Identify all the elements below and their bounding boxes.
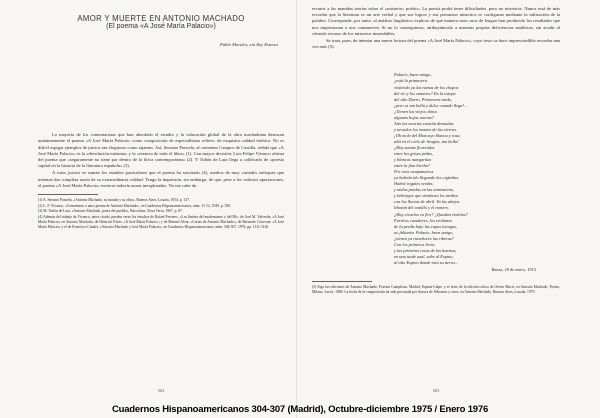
left-footnotes bbox=[38, 198, 284, 230]
poem-line: en una tarde azul, sube al Espino, bbox=[394, 253, 454, 259]
article-author: Pablo Morales, sin Iley Estevez bbox=[219, 42, 278, 47]
poem-line: entre las grises peñas, bbox=[394, 151, 434, 157]
right-paragraph: Se trata, pues, de intentar una nueva lectura del poema «A José María Palacio», cuyo texto se hace imprescindible recordar una vez más (5): bbox=[312, 38, 560, 50]
poem-line: Habrá trigales verdes, bbox=[394, 181, 434, 187]
poem-line: Aún las acacias estarán desnudas bbox=[394, 120, 454, 126]
poem-line: no faltarán. Palacio, buen amigo, bbox=[394, 229, 454, 235]
footnote: (1) A. Serrano Poncela, «Antonio Machado, su mundo y su obra», Buenos Aires, Losada, 1954, p. 137. bbox=[38, 198, 190, 203]
footnote: (4) Además del trabajo de Vivanco, antes citado, pueden verse los estudios de Rafael Ferreres, «Los límites del modernismo y del 98»; de José M. Valverde, «A José María Palacio» en Antonio Machado; de Heinrich Kloes, «A José María Palacio»; y de Manuel Alvar, «Cartas de Antonio Machado»; de Bernardo Gicovate, «A José María Palacio» y el de Francisco Caudet, «Antonio Machado y José María Palacio», en Cuadernos Hispanoamericanos, núm. 304-307, 1976, pp. 1111-1120. bbox=[38, 214, 284, 229]
right-body-text bbox=[312, 6, 560, 50]
poem-block bbox=[394, 72, 560, 266]
poem-line: ¿está la primavera bbox=[394, 78, 428, 84]
poem-line: ¿tienen ya ruiseñores las riberas? bbox=[394, 235, 454, 241]
poem-line: allá en el cielo de Aragón, tan bella! bbox=[394, 138, 459, 144]
left-paragraph: A estos juicios se suman los estudios particulares que el poema ha suscitado (4), asedios de muy variados enfoques que intentan dar completa razón de su extraordinaria calidad. Tengo la impresión, sin embargo, de que, pese a los valiosos aportaciones, el poema «A José María Palacio» encierra todavía zonas inexploradas. No me cabe du bbox=[38, 170, 284, 188]
book-gutter bbox=[296, 0, 298, 418]
left-page-number: 562 bbox=[157, 387, 165, 393]
right-page-number: 563 bbox=[432, 387, 440, 393]
footnote-rule bbox=[312, 281, 372, 282]
poem-line: y mulas pardas en las sementeras, bbox=[394, 187, 455, 193]
poem-line: Palacio, buen amigo, bbox=[394, 72, 432, 78]
right-paragraph: recurrir a las manidas teorías sobre el «misterio» poético. La poesía podrá tener dificultades, pero no misterios. Nunca está de más recordar que la literatura es un arte verbal y que sus logros y sus presuntos misterios se configuran mediante la utilización de la palabra. Corresponde, por tanto, al análisis lingüístico explicar de qué manera unos usos de lengua han producido los resultados que nos impresionan o nos conmueven. Si no lo conseguimos, atribuyámoslo a nuestras propias deficiencias analíticas, sin acudir al cómodo recurso de los misterios insondables. bbox=[312, 6, 560, 36]
footnote: (2) L. F. Vivanco, «Comentario a unos poema de Antonio Machado», en Cuadernos Hispanoamericanos, núm. 11-12, 1949, p. 550. bbox=[38, 203, 232, 208]
poem-dateline: Baeza, 29 de enero, 1913 bbox=[491, 266, 536, 272]
citation-footer: Cuadernos Hispanoamericanos 304-307 (Madrid), Octubre-diciembre 1975 / Enero 1976 bbox=[111, 404, 489, 415]
footnote-rule bbox=[38, 194, 98, 195]
poem-line: Con los primeros lirios bbox=[394, 241, 435, 247]
poem-line: algunas hojas nuevas? bbox=[394, 114, 435, 120]
poem-line: ¿Tienen los viejos olmos bbox=[394, 108, 438, 114]
poem-line: vistiendo ya las ramas de los chopos bbox=[394, 84, 459, 90]
poem-line: y labriegos que siembran los tardíos bbox=[394, 193, 459, 199]
poem-line: y nevados los montes de las sierras. bbox=[394, 126, 458, 132]
poem-line: ¿Hay ciruelos en flor? ¿Quedan violetas? bbox=[394, 211, 468, 217]
poem-line: al alto Espino donde está su tierra... bbox=[394, 259, 459, 265]
poem-line: libarán del tomillo y el romero. bbox=[394, 205, 450, 211]
poem-line: ya habrán ido llegando las cigüeñas. bbox=[394, 175, 460, 181]
poem-line: de la perdiz bajo las capas luengas, bbox=[394, 223, 457, 229]
left-paragraph: La mayoría de los comentaristas que han abordado el estudio y la valoración global de la obra machadiana destacan unánimemente el poema «A José María Palacio» como composición de especialísimo relieve, de exquisita calidad estética. No es difícil espigar ejemplos de juicios tan elogiosos como tajantes. Así, Serrano Poncela, al comentar Campos de Castilla, señala que «A José María Palacio» es la «devolución máxima» y la «esencia de todo el libro» (1). Con mayor decisión, Luis Felipe Vivanco afirma del poema que «seguramente no tiene par dentro de la lírica contemporánea» (2). Y Tuñón de Lara llega a calificarlo de «poesía capital en la historia de la literatura española» (3). bbox=[38, 132, 284, 169]
footnote: (3) M. Tuñón de Lara, «Antonio Machado, poeta del pueblo», Barcelona, Nova Terra, 1967, p. 87. bbox=[38, 209, 183, 214]
poem-line: del río y los caminos? En la estepa bbox=[394, 90, 456, 96]
right-page bbox=[312, 0, 560, 400]
right-footnotes bbox=[312, 285, 560, 295]
poem-line: del alto Duero, Primavera tarda, bbox=[394, 96, 452, 102]
poem-line: entre la fina hierba? bbox=[394, 163, 431, 169]
poem-line: ¡pero es tan bella y dulce cuando llega!... bbox=[394, 102, 468, 108]
poem-line: Furtivos cazadores, los reclamos bbox=[394, 217, 452, 223]
poem-line: ¿Hay zarzas florecidas bbox=[394, 144, 435, 150]
left-page bbox=[38, 0, 284, 400]
poem-line: con las lluvias de abril. Ya las abejas bbox=[394, 199, 460, 205]
poem-line: y las primeras rosas de las huertas, bbox=[394, 247, 457, 253]
article-subtitle: (El poema «A José María Palacio») bbox=[106, 23, 216, 30]
poem-line: ¡Oh mole del Moncayo blanca y rosa, bbox=[394, 132, 461, 138]
footnote: (5) Sigo las ediciones de Antonio Machado, Poesías Completas, Madrid, Espasa-Calpe, y el texto de la edición crítica de Oreste Macrì, en Antonio Machado, Poesie, Milano, Lerici, 1969. La fecha de la composición ha sido precisada por Aurora de Albornoz y otros, en Antonio Machado, Buenos Aires, Losada, 1970. bbox=[312, 285, 560, 295]
poem-line: Por esos campanarios bbox=[394, 169, 434, 175]
poem-line: y blancas margaritas bbox=[394, 157, 432, 163]
left-body-text bbox=[38, 132, 284, 189]
article-title: AMOR Y MUERTE EN ANTONIO MACHADO bbox=[77, 14, 245, 23]
